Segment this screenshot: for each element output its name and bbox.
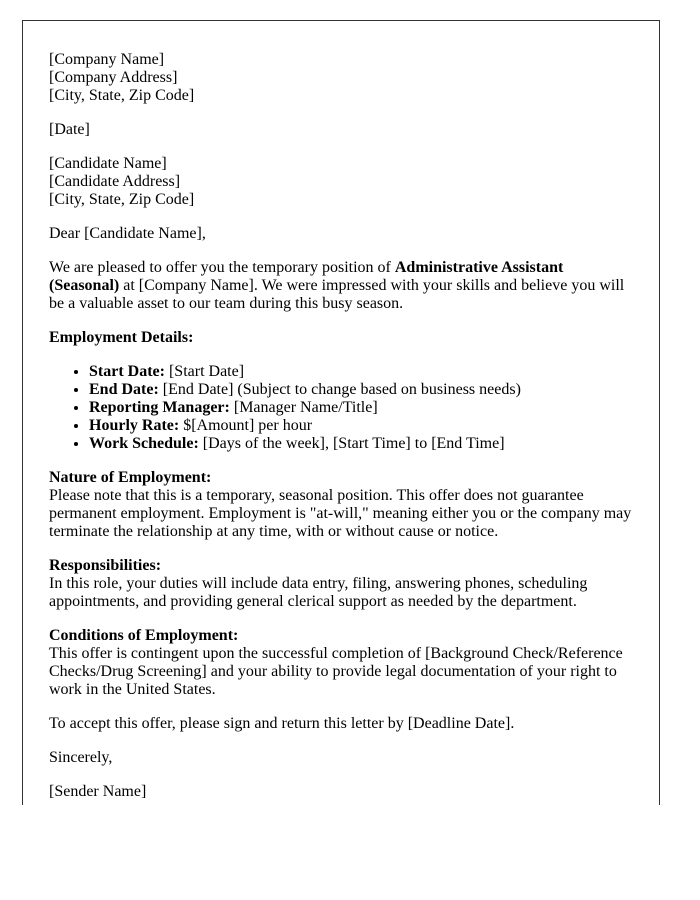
detail-end-date [89, 381, 633, 399]
detail-value: $[Amount] per hour [179, 417, 313, 434]
section-body: This offer is contingent upon the successful completion of [Background Check/Reference Checks/Drug Screening] and your ability to provide legal documentation of your right to work in the United States. [49, 645, 623, 698]
company-address: [Company Address] [49, 69, 178, 86]
offer-letter-frame [22, 20, 660, 805]
sender-address-block [49, 51, 633, 105]
candidate-city-state-zip: [City, State, Zip Code] [49, 191, 195, 208]
section-heading: Nature of Employment: [49, 469, 212, 486]
acceptance-line: To accept this offer, please sign and return this letter by [Deadline Date]. [49, 715, 515, 732]
detail-value: [Start Date] [164, 363, 245, 380]
detail-label: End Date: [89, 381, 159, 398]
detail-value: [End Date] (Subject to change based on business needs) [158, 381, 521, 398]
sender-name: [Sender Name] [49, 783, 147, 800]
employment-details-heading: Employment Details: [49, 329, 194, 346]
detail-work-schedule [89, 435, 633, 453]
section-conditions-of-employment [49, 627, 633, 699]
signoff: Sincerely, [49, 749, 113, 766]
intro-text-before: We are pleased to offer you the temporary position of [49, 259, 395, 276]
intro-paragraph [49, 259, 633, 313]
detail-label: Work Schedule: [89, 435, 199, 452]
section-responsibilities [49, 557, 633, 611]
detail-label: Reporting Manager: [89, 399, 230, 416]
employment-details-list [49, 363, 633, 453]
company-name: [Company Name] [49, 51, 165, 68]
section-body: Please note that this is a temporary, seasonal position. This offer does not guarantee permanent employment. Employment is "at-will," meaning either you or the company may terminate the relationship at any time, with or without cause or notice. [49, 487, 632, 540]
detail-value: [Manager Name/Title] [229, 399, 378, 416]
detail-reporting-manager [89, 399, 633, 417]
candidate-name: [Candidate Name] [49, 155, 167, 172]
section-nature-of-employment [49, 469, 633, 541]
detail-label: Start Date: [89, 363, 165, 380]
position-title: Administrative Assistant (Seasonal) [49, 259, 564, 294]
date-line: [Date] [49, 121, 90, 138]
detail-hourly-rate [89, 417, 633, 435]
section-body: In this role, your duties will include data entry, filing, answering phones, scheduling appointments, and providing general clerical support as needed by the department. [49, 575, 588, 610]
detail-start-date [89, 363, 633, 381]
intro-text-after: at [Company Name]. We were impressed with your skills and believe you will be a valuable asset to our team during this busy season. [49, 277, 625, 312]
recipient-address-block [49, 155, 633, 209]
section-heading: Conditions of Employment: [49, 627, 239, 644]
company-city-state-zip: [City, State, Zip Code] [49, 87, 195, 104]
candidate-address: [Candidate Address] [49, 173, 181, 190]
section-heading: Responsibilities: [49, 557, 162, 574]
detail-value: [Days of the week], [Start Time] to [End Time] [198, 435, 505, 452]
salutation: Dear [Candidate Name], [49, 225, 206, 242]
detail-label: Hourly Rate: [89, 417, 180, 434]
